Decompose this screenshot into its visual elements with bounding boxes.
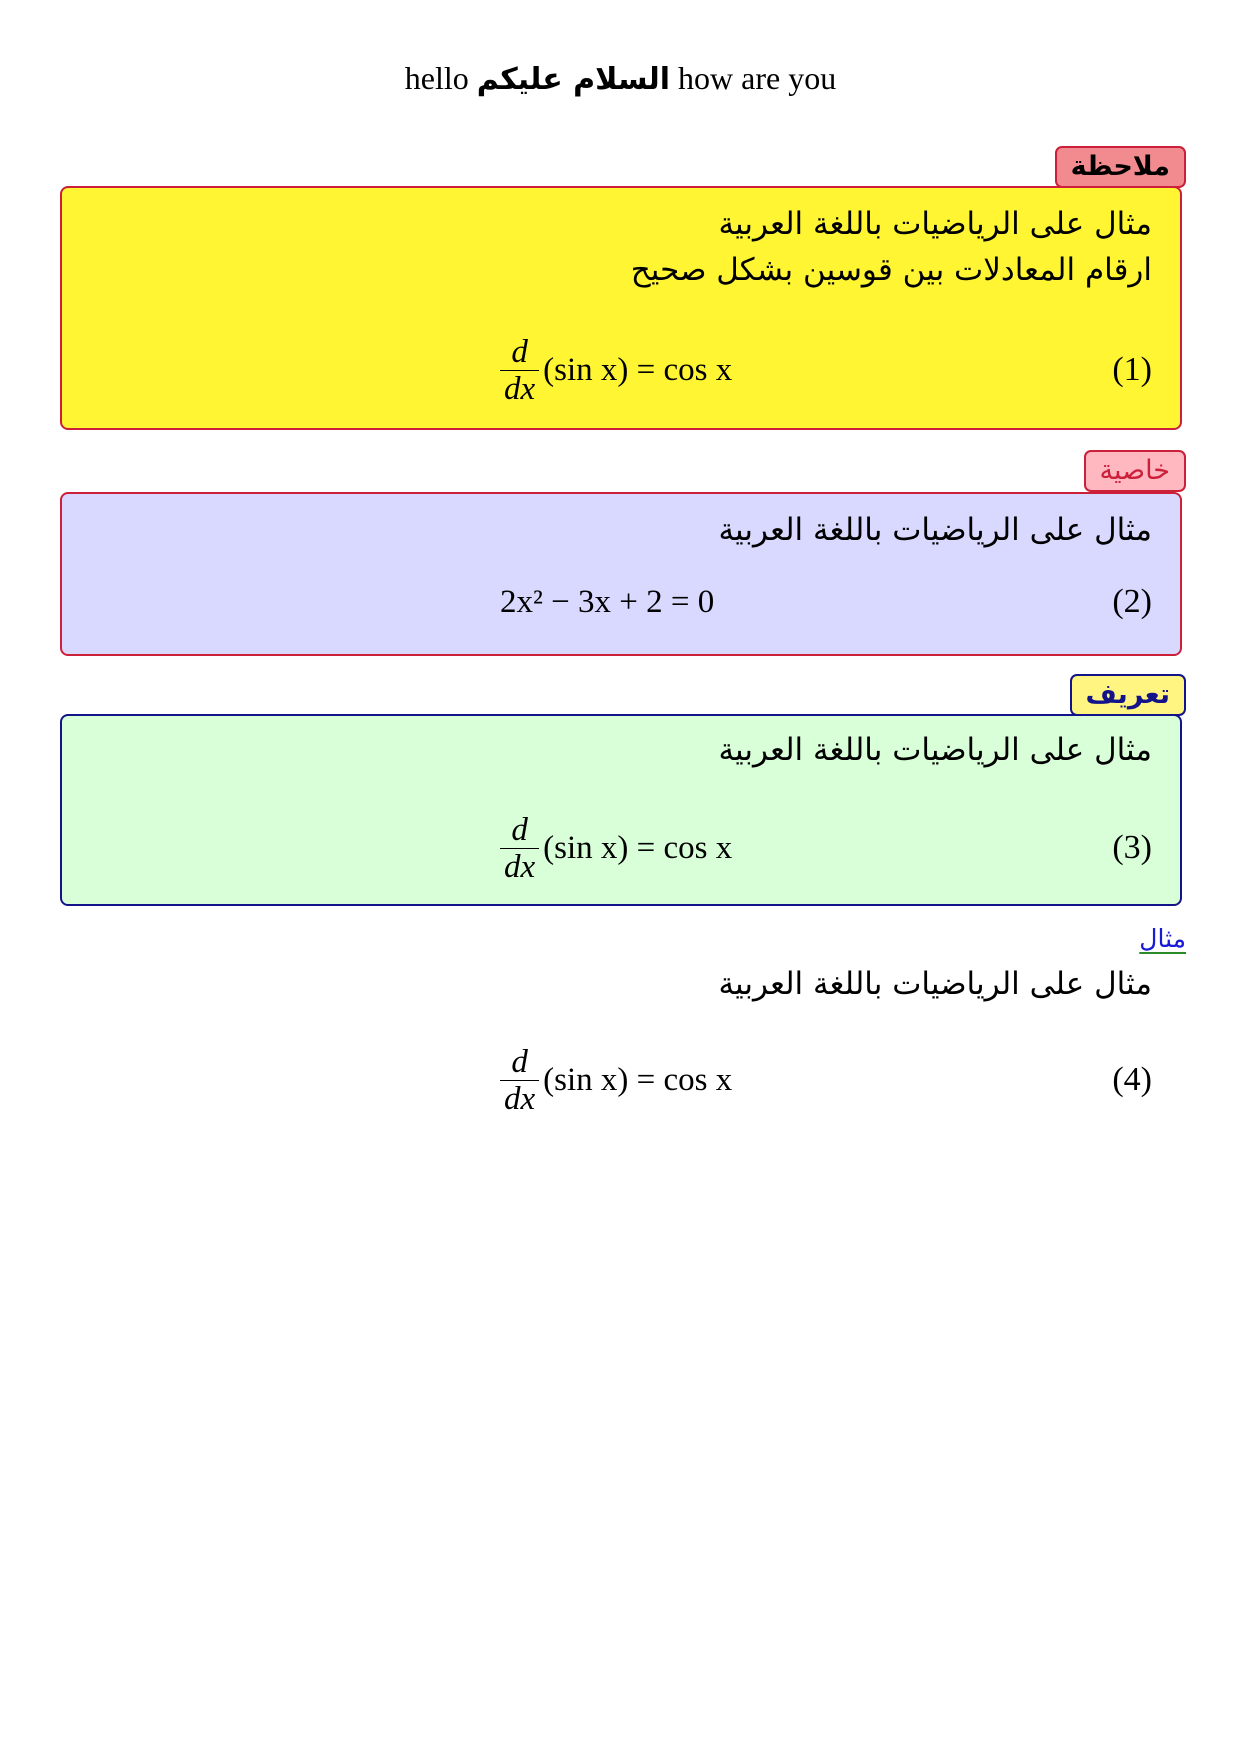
fraction-numerator: d <box>511 333 528 370</box>
fraction-numerator: d <box>511 811 528 848</box>
note-line-2: ارقام المعادلات بين قوسين بشكل صحيح <box>630 252 1152 288</box>
equation-1-math <box>500 330 732 410</box>
fraction-denominator: dx <box>500 370 539 407</box>
note-line-1: مثال على الرياضيات باللغة العربية <box>718 206 1152 242</box>
property-line-1: مثال على الرياضيات باللغة العربية <box>718 512 1152 548</box>
header-how-are-you: how are you <box>678 60 837 96</box>
example-line-1: مثال على الرياضيات باللغة العربية <box>718 966 1152 1002</box>
fraction-denominator: dx <box>500 1080 539 1117</box>
equation-3-math <box>500 808 732 888</box>
equation-3-body: (sin x) = cos x <box>543 829 733 866</box>
header-hello: hello <box>404 60 469 96</box>
definition-environment <box>60 674 1186 906</box>
property-environment <box>60 448 1186 656</box>
derivative-fraction <box>500 1044 539 1117</box>
fraction-numerator: d <box>511 1043 528 1080</box>
fraction-denominator: dx <box>500 848 539 885</box>
definition-line-1: مثال على الرياضيات باللغة العربية <box>718 732 1152 768</box>
property-tag: خاصية <box>1084 450 1186 492</box>
note-tag: ملاحظة <box>1055 146 1186 188</box>
equation-1-body: (sin x) = cos x <box>543 351 733 388</box>
equation-4-body: (sin x) = cos x <box>543 1061 733 1098</box>
quadratic-expression: 2x² − 3x + 2 = 0 <box>500 583 715 620</box>
equation-2-math <box>500 570 714 634</box>
equation-4-math <box>500 1040 732 1120</box>
equation-1-number: (1) <box>1112 351 1152 388</box>
note-environment <box>60 146 1186 430</box>
page-header <box>0 58 1241 100</box>
equation-3 <box>60 808 1186 888</box>
derivative-fraction <box>500 334 539 407</box>
definition-tag: تعريف <box>1070 674 1186 716</box>
equation-2 <box>60 570 1186 634</box>
derivative-fraction <box>500 812 539 885</box>
equation-3-number: (3) <box>1112 829 1152 866</box>
example-title: مثال <box>1139 924 1186 953</box>
equation-2-number: (2) <box>1112 583 1152 620</box>
equation-4-number: (4) <box>1112 1061 1152 1098</box>
equation-1 <box>60 330 1186 410</box>
equation-4 <box>60 1040 1186 1120</box>
header-arabic-greeting: السلام عليكم <box>476 62 671 97</box>
example-environment <box>60 962 1186 1142</box>
